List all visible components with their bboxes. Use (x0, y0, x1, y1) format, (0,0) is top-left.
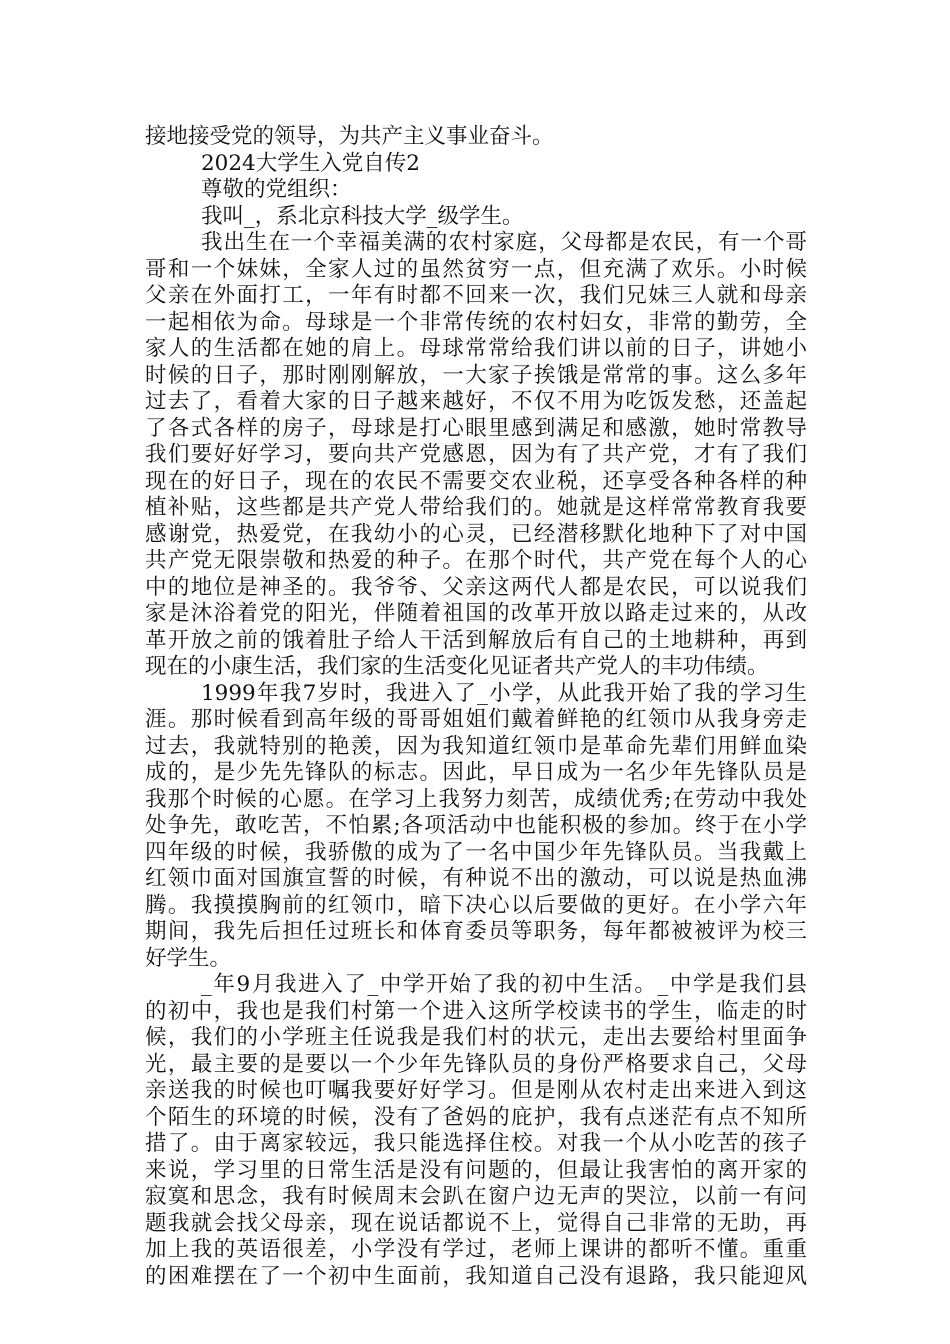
text-line: 家人的生活都在她的肩上。母球常常给我们讲以前的日子，讲她小 (145, 336, 807, 361)
text-line: 亲送我的时候也叮嘱我要好好学习。但是刚从农村走出来进入到这 (145, 1078, 807, 1103)
text-line: 时候的日子，那时刚刚解放，一大家子挨饿是常常的事。这么多年 (145, 362, 807, 388)
text-line: 涯。那时候看到高年级的哥哥姐姐们戴着鲜艳的红领巾从我身旁走 (145, 707, 807, 732)
text-line: 我出生在一个幸福美满的农村家庭，父母都是农民，有一个哥 (201, 230, 807, 255)
text-line: 我们要好好学习，要向共产党感恩，因为有了共产党，才有了我们 (145, 442, 807, 467)
text-line: 来说，学习里的日常生活是没有问题的，但最让我害怕的离开家的 (145, 1157, 807, 1183)
text-line: 1999年我7岁时，我进入了_小学，从此我开始了我的学习生 (201, 680, 807, 706)
text-line: 光，最主要的是要以一个少年先锋队员的身份严格要求自己，父母 (145, 1051, 807, 1077)
text-line: 过去了，看着大家的日子越来越好，不仅不用为吃饭发愁，还盖起 (145, 389, 807, 414)
text-line: 家是沐浴着党的阳光，伴随着祖国的改革开放以路走过来的，从改 (145, 601, 807, 626)
text-line: 尊敬的党组织： (201, 177, 352, 202)
text-line: 好学生。 (145, 945, 232, 971)
text-line: 2024大学生入党自传2 (201, 150, 420, 176)
text-line: 中的地位是神圣的。我爷爷、父亲这两代人都是农民，可以说我们 (145, 574, 807, 600)
text-line: 四年级的时候，我骄傲的成为了一名中国少年先锋队员。当我戴上 (145, 839, 807, 865)
text-line: 过去，我就特别的艳羡，因为我知道红领巾是革命先辈们用鲜血染 (145, 733, 807, 759)
text-line: 了各式各样的房子，母球是打心眼里感到满足和感激，她时常教导 (145, 415, 807, 441)
text-line: 感谢党，热爱党，在我幼小的心灵，已经潜移默化地种下了对中国 (145, 521, 807, 547)
text-line: 成的，是少先先锋队的标志。因此，早日成为一名少年先锋队员是 (145, 760, 807, 785)
text-line: 红领巾面对国旗宣誓的时候，有种说不出的激动，可以说是热血沸 (145, 866, 807, 891)
text-line: 革开放之前的饿着肚子给人干活到解放后有自己的土地耕种，再到 (145, 627, 807, 653)
text-line: 期间，我先后担任过班长和体育委员等职务，每年都被被评为校三 (145, 919, 807, 944)
text-line: 哥和一个妹妹，全家人过的虽然贫穷一点，但充满了欢乐。小时候 (145, 256, 807, 282)
text-line: 植补贴，这些都是共产党人带给我们的。她就是这样常常教育我要 (145, 495, 807, 520)
text-line: 腾。我摸摸胸前的红领巾，暗下决心以后要做的更好。在小学六年 (145, 892, 807, 918)
text-line: 措了。由于离家较远，我只能选择住校。对我一个从小吃苦的孩子 (145, 1131, 807, 1156)
text-line: 现在的小康生活，我们家的生活变化见证者共产党人的丰功伟绩。 (145, 654, 769, 679)
text-line: 接地接受党的领导，为共产主义事业奋斗。 (145, 124, 554, 149)
document-page (145, 124, 807, 1290)
text-line: 一起相依为命。母球是一个非常传统的农村妇女，非常的勤劳，全 (145, 309, 807, 335)
text-line: 个陌生的环境的时候，没有了爸妈的庇护，我有点迷茫有点不知所 (145, 1104, 807, 1130)
text-line: 的初中，我也是我们村第一个进入这所学校读书的学生，临走的时 (145, 998, 807, 1024)
text-line: 的困难摆在了一个初中生面前，我知道自己没有退路，我只能迎风 (145, 1263, 807, 1289)
text-line: 处争先，敢吃苦，不怕累;各项活动中也能积极的参加。终于在小学 (145, 813, 807, 838)
text-line: 寂寞和思念，我有时候周末会趴在窗户边无声的哭泣，以前一有问 (145, 1184, 807, 1209)
text-line: 我那个时候的心愿。在学习上我努力刻苦，成绩优秀;在劳动中我处 (145, 786, 807, 812)
text-line: _年9月我进入了_中学开始了我的初中生活。_中学是我们县 (201, 972, 807, 997)
text-line: 共产党无限崇敬和热爱的种子。在那个时代，共产党在每个人的心 (145, 548, 807, 573)
text-line: 现在的好日子，现在的农民不需要交农业税，还享受各种各样的种 (145, 468, 807, 494)
text-line: 我叫_，系北京科技大学_级学生。 (201, 203, 524, 229)
text-line: 候，我们的小学班主任说我是我们村的状元，走出去要给村里面争 (145, 1025, 807, 1050)
text-line: 父亲在外面打工，一年有时都不回来一次，我们兄妹三人就和母亲 (145, 283, 807, 308)
text-line: 加上我的英语很差，小学没有学过，老师上课讲的都听不懂。重重 (145, 1237, 807, 1262)
text-line: 题我就会找父母亲，现在说话都说不上，觉得自己非常的无助，再 (145, 1210, 807, 1236)
